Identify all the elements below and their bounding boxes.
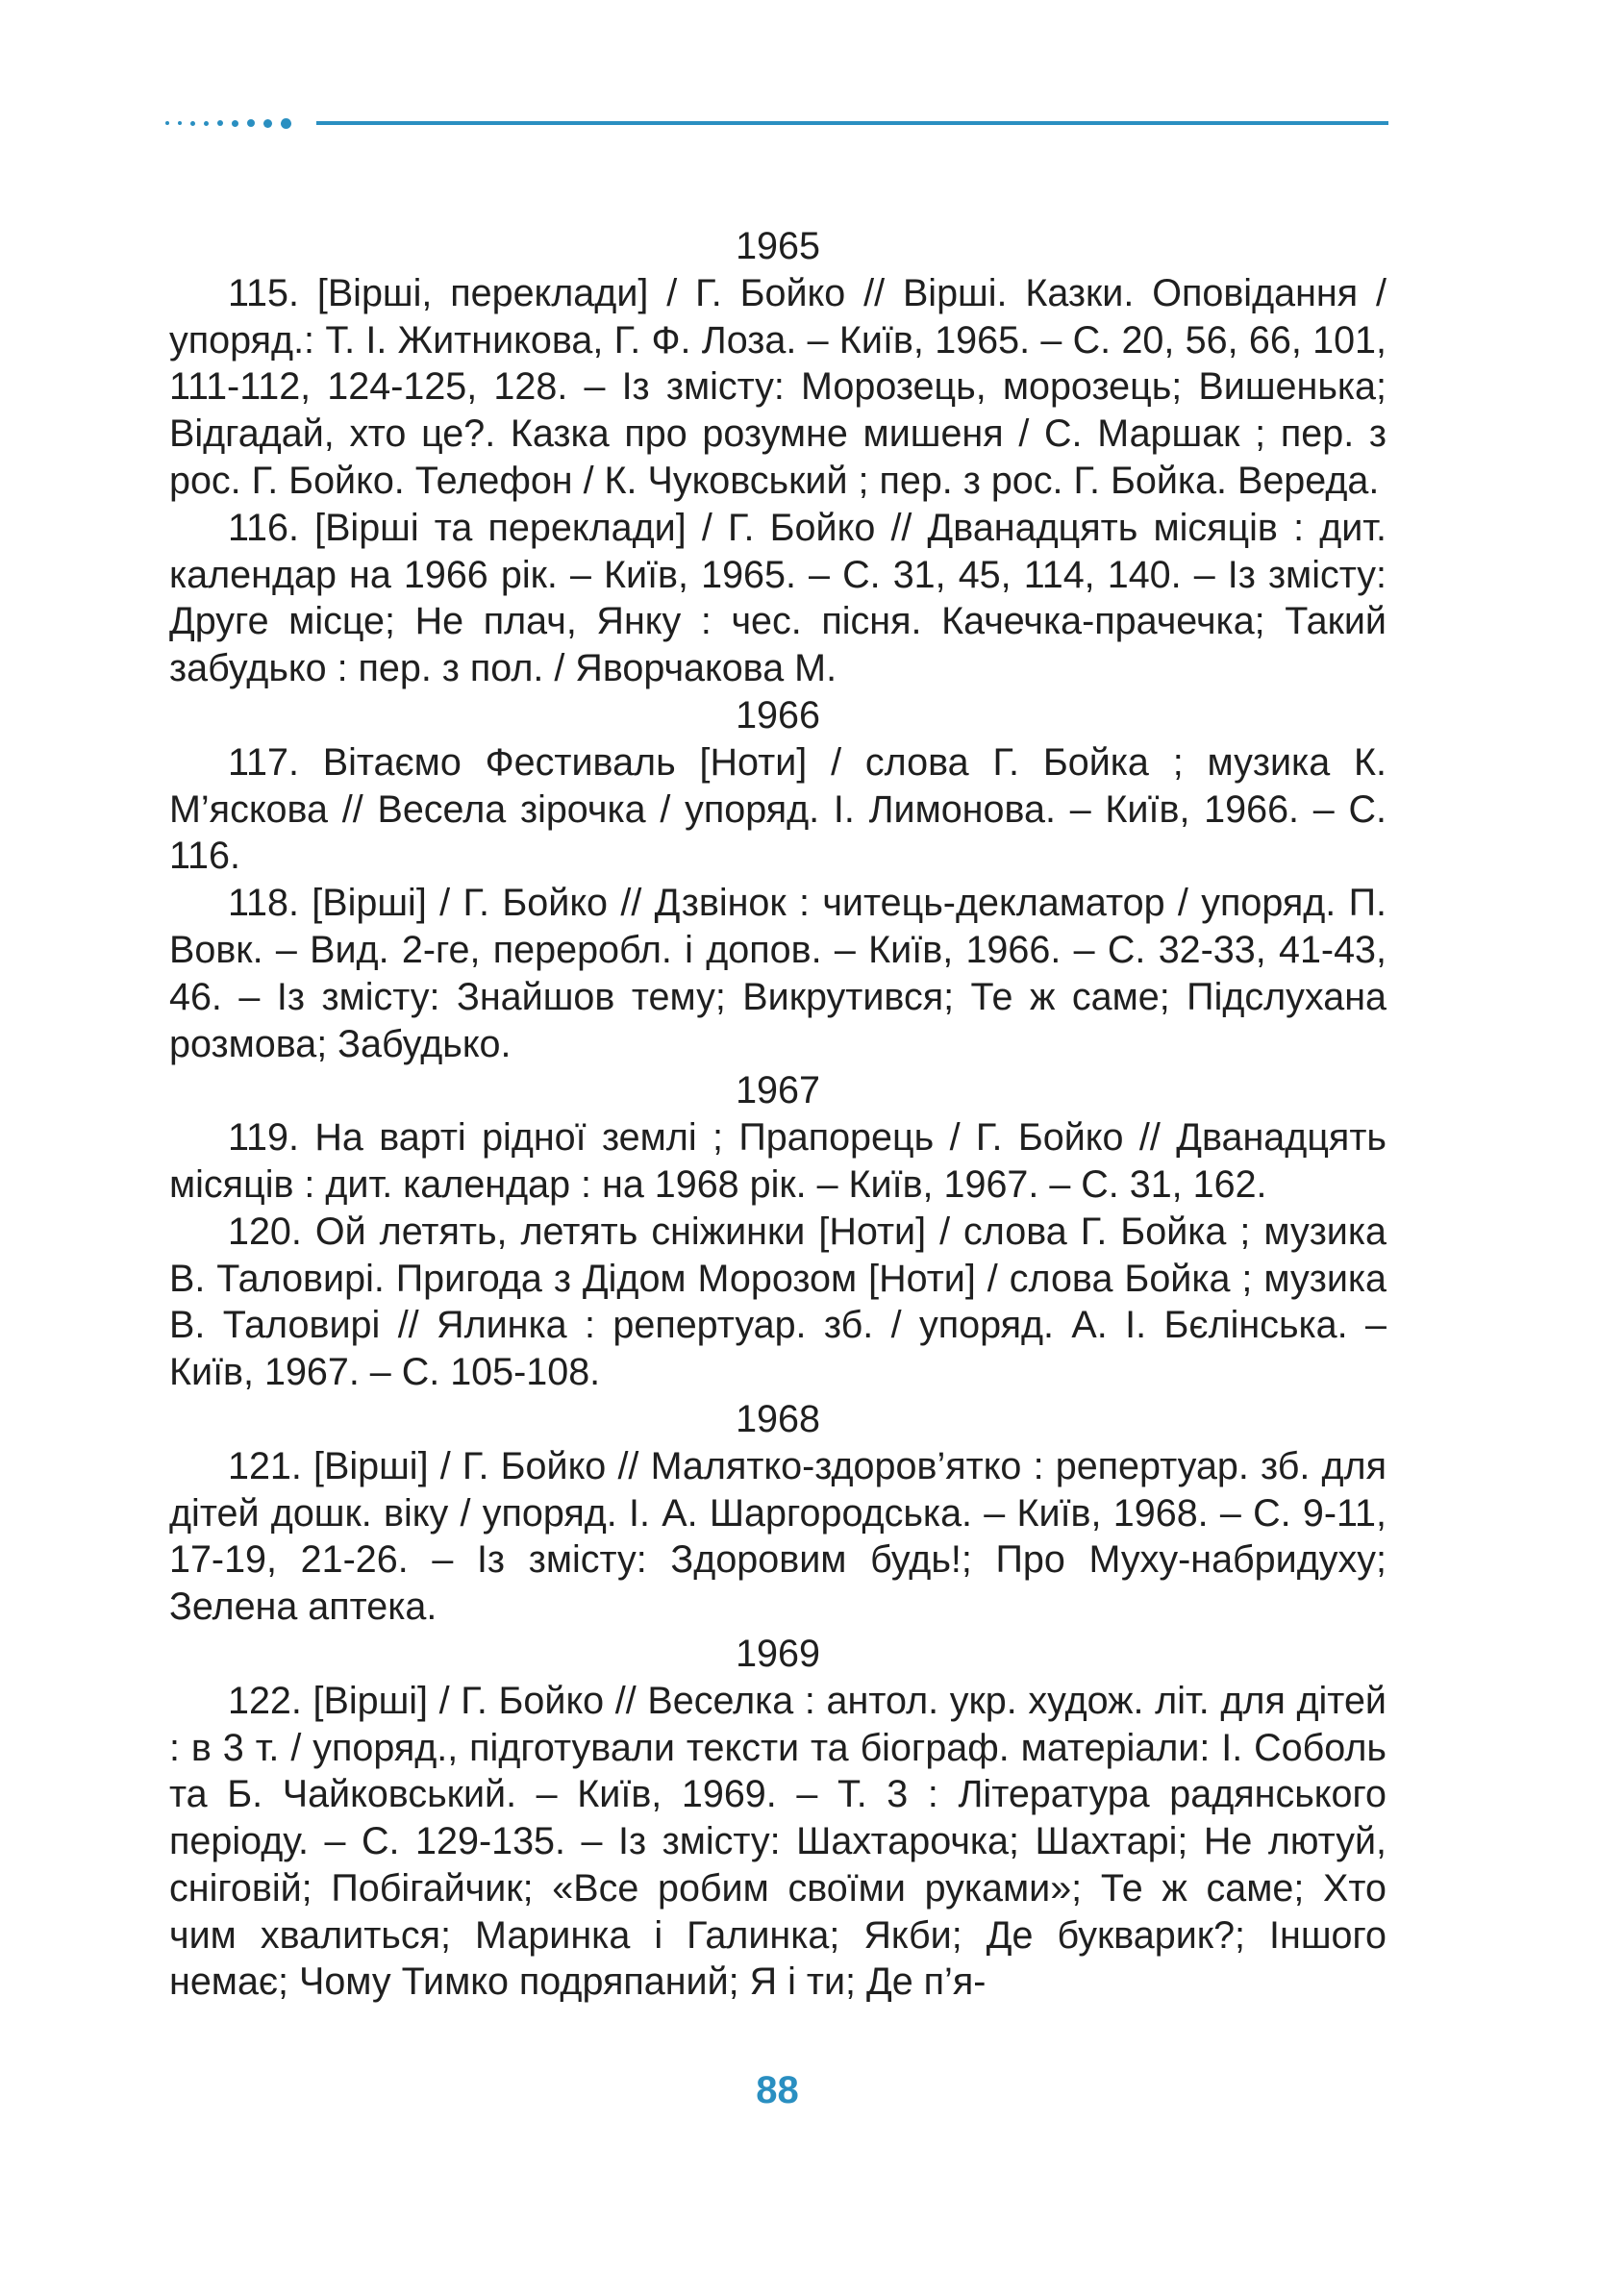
year-section-1969 [169, 1631, 1387, 2006]
bibliography-entry-120: 120. Ой летять, летять сніжинки [Ноти] / слова Г. Бойка ; музика В. Таловирі. Пригода з Дідом Морозом [Ноти] / слова Бойка ; музика В. Таловирі // Ялинка : репертуар. зб. / упоряд. А. І. Бєлінська. – Київ, 1967. – С. 105-108. [169, 1210, 1387, 1394]
header-dot [232, 120, 238, 127]
header-decoration [165, 115, 1388, 131]
year-section-1967 [169, 1067, 1387, 1396]
bibliography-entry-121: 121. [Вірші] / Г. Бойко // Малятко-здоров’ятко : репертуар. зб. для дітей дошк. віку / упоряд. І. А. Шаргородська. – Київ, 1968. – С. 9-11, 17-19, 21-26. – Із змісту: Здоровим будь!; Про Муху-набридуху; Зелена аптека. [169, 1444, 1387, 1629]
header-dot [247, 119, 255, 127]
bibliography-entry-122: 122. [Вірші] / Г. Бойко // Веселка : антол. укр. худож. літ. для дітей : в 3 т. / упоряд., підготували тексти та біограф. матеріали: І. Соболь та Б. Чайковський. – Київ, 1969. – Т. 3 : Література радянського періоду. – С. 129-135. – Із змісту: Шахтарочка; Шахтарі; Не лютуй, сніговій; Побігайчик; «Все робим своїми руками»; Те ж саме; Хто чим хвалиться; Маринка і Галинка; Якби; Де букварик?; Іншого немає; Чому Тимко подряпаний; Я і ти; Де п’я- [169, 1679, 1387, 2004]
bibliography-entry-115: 115. [Вірші, переклади] / Г. Бойко // Вірші. Казки. Оповідання / упоряд.: Т. І. Житникова, Г. Ф. Лоза. – Київ, 1965. – С. 20, 56, 66, 101, 111-112, 124-125, 128. – Із змісту: Морозець, морозець; Вишенька; Відгадай, хто це?. Казка про розумне мишеня / С. Маршак ; пер. з рос. Г. Бойко. Телефон / К. Чуковський ; пер. з рос. Г. Бойка. Вереда. [169, 271, 1387, 502]
header-dot [217, 120, 223, 126]
header-dot [281, 118, 291, 129]
header-dot [190, 121, 195, 126]
page-number: 88 [756, 2069, 799, 2111]
bibliography-entry-119: 119. На варті рідної землі ; Прапорець / Г. Бойко // Дванадцять місяців : дит. календар : на 1968 рік. – Київ, 1967. – С. 31, 162. [169, 1116, 1387, 1206]
year-heading: 1967 [736, 1069, 820, 1112]
year-heading: 1965 [736, 225, 820, 267]
bibliography-entry-118: 118. [Вірші] / Г. Бойко // Дзвінок : читець-декламатор / упоряд. П. Вовк. – Вид. 2-ге, переробл. і допов. – Київ, 1966. – С. 32-33, 41-43, 46. – Із змісту: Знайшов тему; Викрутився; Те ж саме; Підслухана розмова; Забудько. [169, 882, 1387, 1065]
year-heading: 1968 [736, 1397, 820, 1440]
year-section-1968 [169, 1396, 1387, 1631]
header-dot [263, 119, 272, 128]
header-dots [165, 115, 300, 131]
header-dot [178, 121, 182, 125]
year-heading: 1969 [736, 1632, 820, 1675]
header-dot [165, 121, 169, 125]
bibliography-entry-117: 117. Вітаємо Фестиваль [Ноти] / слова Г. Бойка ; музика К. М’яскова // Весела зірочка / упоряд. І. Лимонова. – Київ, 1966. – С. 116. [169, 740, 1387, 878]
header-dot [204, 121, 209, 126]
year-section-1966 [169, 692, 1387, 1067]
year-section-1965 [169, 223, 1387, 692]
header-rule-line [316, 121, 1388, 125]
year-heading: 1966 [736, 693, 820, 737]
bibliography-list [169, 223, 1387, 2006]
bibliography-entry-116: 116. [Вірші та переклади] / Г. Бойко // Дванадцять місяців : дит. календар на 1966 рік. – Київ, 1965. – С. 31, 45, 114, 140. – Із змісту: Друге місце; Не плач, Янку : чес. пісня. Качечка-прачечка; Такий забудько : пер. з пол. / Яворчакова М. [169, 506, 1387, 690]
